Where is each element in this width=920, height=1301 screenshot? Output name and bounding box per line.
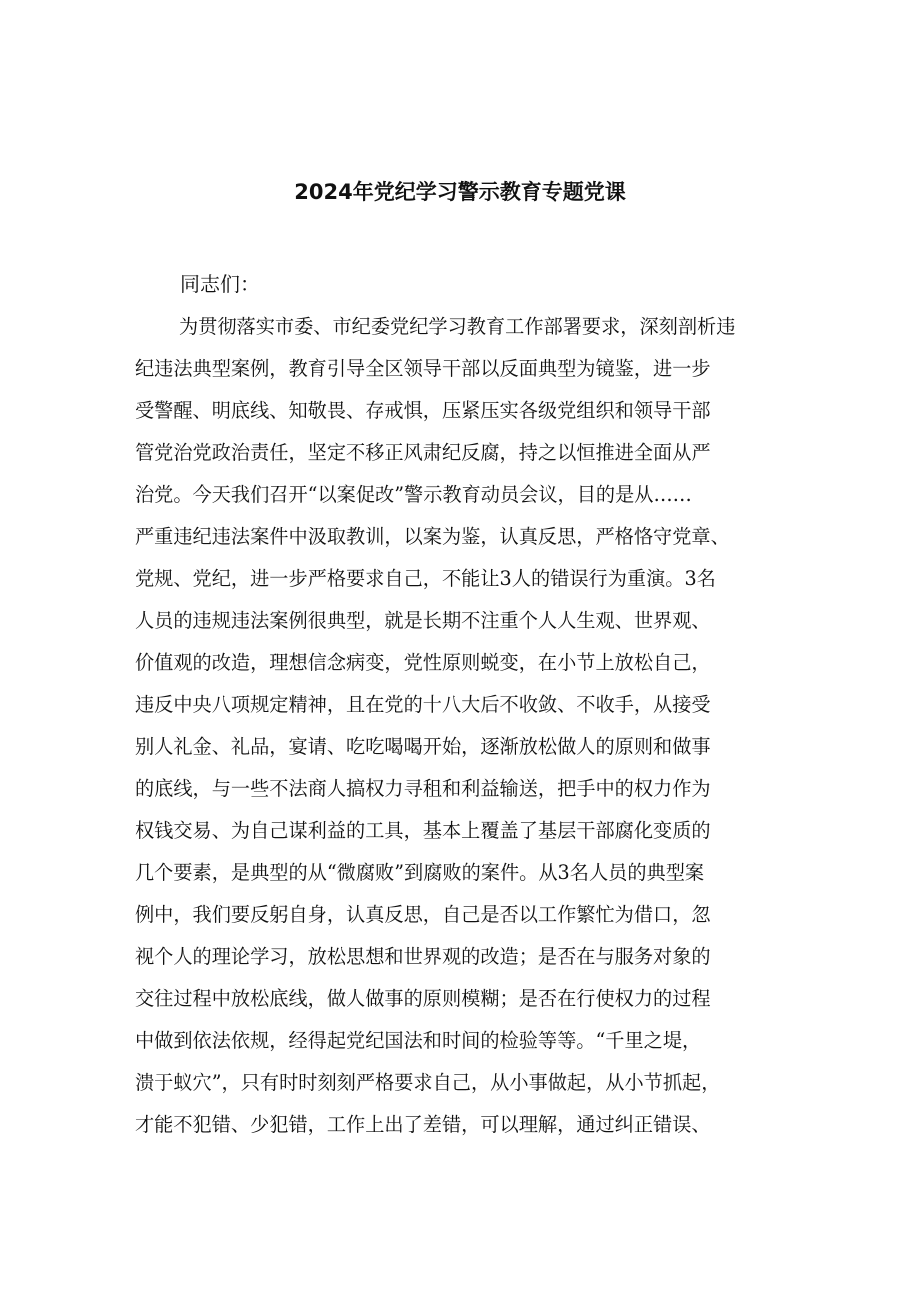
body-line: 人员的违规违法案例很典型，就是长期不注重个人人生观、世界观、	[135, 609, 711, 632]
body-line: 交往过程中放松底线，做人做事的原则模糊；是否在行使权力的过程	[135, 987, 711, 1010]
body-line: 权钱交易、为自己谋利益的工具，基本上覆盖了基层干部腐化变质的	[135, 819, 711, 842]
body-line: 视个人的理论学习，放松思想和世界观的改造；是否在与服务对象的	[135, 945, 711, 968]
body-line: 违反中央八项规定精神，且在党的十八大后不收敛、不收手，从接受	[135, 693, 711, 716]
body-line: 例中，我们要反躬自身，认真反思，自己是否以工作繁忙为借口，忽	[135, 903, 711, 926]
body-line: 才能不犯错、少犯错，工作上出了差错，可以理解，通过纠正错误、	[135, 1113, 711, 1136]
body-line: 为贯彻落实市委、市纪委党纪学习教育工作部署要求，深刻剖析违	[179, 315, 736, 338]
body-line: 严重违纪违法案件中汲取教训，以案为鉴，认真反思，严格恪守党章、	[135, 525, 730, 548]
body-line: 受警醒、明底线、知敬畏、存戒惧，压紧压实各级党组织和领导干部	[135, 399, 711, 422]
body-line: 几个要素，是典型的从“微腐败”到腐败的案件。从3名人员的典型案	[135, 861, 705, 884]
body-line: 别人礼金、礼品，宴请、吃吃喝喝开始，逐渐放松做人的原则和做事	[135, 735, 711, 758]
body-line: 管党治党政治责任，坚定不移正风肃纪反腐，持之以恒推进全面从严	[135, 441, 711, 464]
body-line: 纪违法典型案例，教育引导全区领导干部以反面典型为镜鉴，进一步	[135, 357, 711, 380]
document-title: 2024年党纪学习警示教育专题党课	[294, 180, 626, 204]
body-line: 党规、党纪，进一步严格要求自己，不能让3人的错误行为重演。3名	[135, 567, 716, 590]
greeting: 同志们：	[180, 272, 260, 296]
body-line: 价值观的改造，理想信念病变，党性原则蜕变，在小节上放松自己，	[135, 651, 711, 674]
body-line: 中做到依法依规，经得起党纪国法和时间的检验等等。“千里之堤，	[135, 1029, 702, 1052]
body-line: 溃于蚁穴”，只有时时刻刻严格要求自己，从小事做起，从小节抓起，	[135, 1071, 721, 1094]
body-line: 治党。今天我们召开“以案促改”警示教育动员会议，目的是从……	[135, 483, 692, 506]
body-line: 的底线，与一些不法商人搞权力寻租和利益输送，把手中的权力作为	[135, 777, 711, 800]
